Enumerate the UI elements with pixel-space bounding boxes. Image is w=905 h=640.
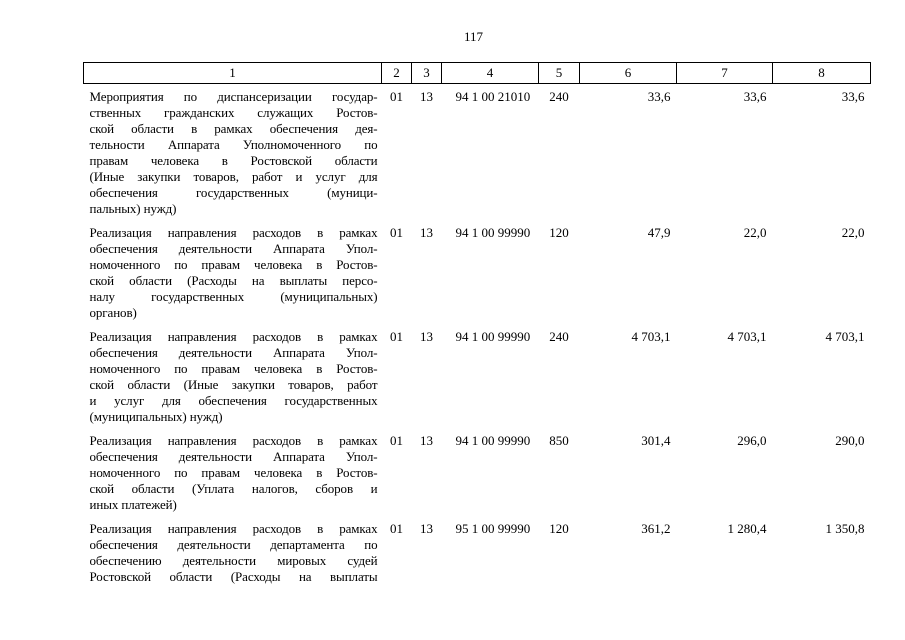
target-article-code: 94 1 00 21010 (455, 89, 531, 104)
amount-col8: 290,0 (835, 433, 865, 448)
column-header-3: 3 (412, 63, 442, 84)
description-line: иных платежей) (89, 497, 177, 512)
description-line: тельности Аппарата Уполномоченного по (89, 137, 378, 152)
section-code: 01 (390, 225, 403, 240)
description-line: ской области (Уплата налогов, сборов и (89, 481, 378, 496)
subsection-code: 13 (420, 433, 433, 448)
column-header-5: 5 (539, 63, 580, 84)
table-row (84, 84, 871, 221)
amount-col6: 33,6 (647, 89, 671, 104)
target-article-code: 94 1 00 99990 (455, 433, 531, 448)
description-line: правам человека в Ростовской области (89, 153, 378, 168)
description-line: обеспечения деятельности Аппарата Упол- (89, 449, 378, 464)
table-row (84, 324, 871, 428)
subsection-code: 13 (420, 329, 433, 344)
row-description (84, 84, 382, 221)
expense-type-code: 850 (549, 433, 569, 448)
description-line: номоченного по правам человека в Ростов- (89, 361, 378, 376)
description-line: номоченного по правам человека в Ростов- (89, 257, 378, 272)
description-line: обеспечению деятельности мировых судей (89, 553, 378, 568)
description-line: и услуг для обеспечения государственных (89, 393, 378, 408)
description-line: ской области (Расходы на выплаты персо- (89, 273, 378, 288)
amount-col8: 22,0 (841, 225, 865, 240)
section-code: 01 (390, 521, 403, 536)
amount-col7: 1 280,4 (727, 521, 767, 536)
description-line: ской области (Иные закупки товаров, работ (89, 377, 378, 392)
section-code: 01 (390, 329, 403, 344)
description-line: ственных гражданских служащих Ростов- (89, 105, 378, 120)
target-article-code: 95 1 00 99990 (455, 521, 531, 536)
description-line: Реализация направления расходов в рамках (89, 225, 378, 240)
row-description (84, 516, 382, 588)
column-header-4: 4 (442, 63, 539, 84)
description-line: органов) (89, 305, 137, 320)
amount-col7: 296,0 (737, 433, 767, 448)
amount-col6: 47,9 (647, 225, 671, 240)
section-code: 01 (390, 89, 403, 104)
table-header-row (84, 63, 871, 84)
row-description (84, 220, 382, 324)
description-line: Реализация направления расходов в рамках (89, 329, 378, 344)
description-line: номоченного по правам человека в Ростов- (89, 465, 378, 480)
target-article-code: 94 1 00 99990 (455, 225, 531, 240)
description-line: обеспечения деятельности Аппарата Упол- (89, 241, 378, 256)
subsection-code: 13 (420, 521, 433, 536)
expense-type-code: 240 (549, 89, 569, 104)
amount-col6: 361,2 (641, 521, 671, 536)
expense-type-code: 240 (549, 329, 569, 344)
row-description (84, 428, 382, 516)
row-description (84, 324, 382, 428)
column-header-8: 8 (773, 63, 871, 84)
target-article-code: 94 1 00 99990 (455, 329, 531, 344)
column-header-6: 6 (580, 63, 677, 84)
column-header-1: 1 (84, 63, 382, 84)
table-row (84, 428, 871, 516)
amount-col7: 22,0 (743, 225, 767, 240)
amount-col8: 1 350,8 (825, 521, 865, 536)
amount-col8: 4 703,1 (825, 329, 865, 344)
description-line: налу государственных (муниципальных) (89, 289, 378, 304)
section-code: 01 (390, 433, 403, 448)
expense-type-code: 120 (549, 225, 569, 240)
description-line: пальных) нужд) (89, 201, 177, 216)
amount-col6: 4 703,1 (631, 329, 671, 344)
description-line: обеспечения деятельности департамента по (89, 537, 378, 552)
page-number: 117 (463, 29, 484, 44)
amount-col7: 33,6 (743, 89, 767, 104)
column-header-2: 2 (382, 63, 412, 84)
description-line: Реализация направления расходов в рамках (89, 433, 378, 448)
column-header-7: 7 (677, 63, 773, 84)
table-body (84, 84, 871, 589)
budget-table (83, 62, 871, 588)
description-line: Реализация направления расходов в рамках (89, 521, 378, 536)
description-line: (муниципальных) нужд) (89, 409, 223, 424)
amount-col6: 301,4 (641, 433, 671, 448)
description-line: Мероприятия по диспансеризации государ- (89, 89, 378, 104)
subsection-code: 13 (420, 89, 433, 104)
table-row (84, 220, 871, 324)
description-line: обеспечения деятельности Аппарата Упол- (89, 345, 378, 360)
expense-type-code: 120 (549, 521, 569, 536)
description-line: (Иные закупки товаров, работ и услуг для (89, 169, 378, 184)
description-line: обеспечения государственных (муници- (89, 185, 378, 200)
description-line: Ростовской области (Расходы на выплаты (89, 569, 378, 584)
table-row (84, 516, 871, 588)
subsection-code: 13 (420, 225, 433, 240)
amount-col7: 4 703,1 (727, 329, 767, 344)
amount-col8: 33,6 (841, 89, 865, 104)
description-line: ской области в рамках обеспечения дея- (89, 121, 378, 136)
